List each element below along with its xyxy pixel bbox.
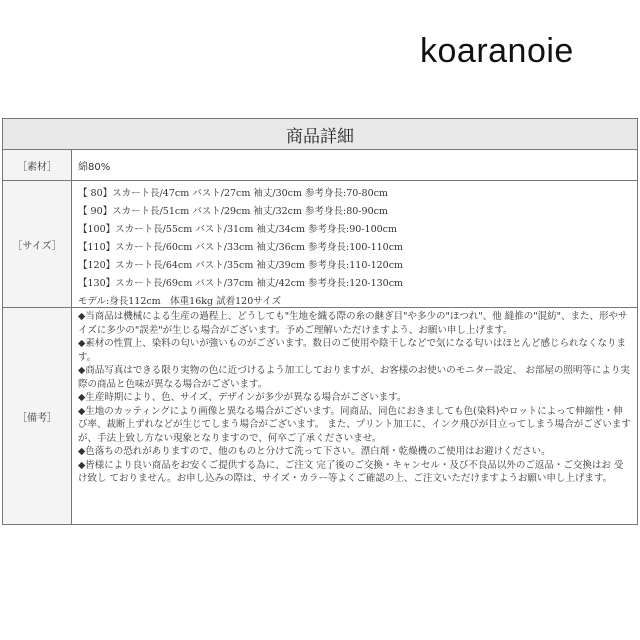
size-line: 【110】スカート長/60cm バスト/33cm 袖丈/36cm 参考身長:100-110cm (78, 242, 404, 253)
model-info: モデル:身長112cm 体重16kg 試着120サイズ (78, 296, 282, 307)
brand-logo-text: koaranoie (420, 32, 574, 70)
note-line: ◆当商品は機械による生産の過程上、どうしても"生地を織る際の糸の継ぎ目"や多少の"ほつれ"、他 縫推の"混紡"、また、形やサイズに多少の"誤差"が生じる場合がございます。予めご理解いただけますよう、お願い申し上げます。 (78, 311, 628, 336)
notes-values (72, 308, 637, 524)
size-line: 【 90】スカート長/51cm バスト/29cm 袖丈/32cm 参考身長:80-90cm (78, 206, 388, 217)
material-label: ［素材］ (3, 150, 72, 180)
note-line: ◆商品写真はできる限り実物の色に近づけるよう加工しておりますが、お客様のお使いのモニター設定、 お部屋の照明等により実際の商品と色味が異なる場合がございます。 (78, 365, 630, 390)
product-details-table (2, 118, 638, 525)
note-line: ◆皆様により良い商品をお安くご提供する為に、ご注文 完了後のご交換・キャンセル・及び不良品以外のご返品・ご交換はお 受け致し ておりません。お申し込みの際は、サイズ・カラー等よくご確認の上、ご注文いただけますようお願い申し上げます。 (78, 459, 624, 484)
material-value: 綿80% (78, 161, 111, 173)
note-line: ◆色落ちの恐れがありますので、他のものと分けて洗って下さい。漂白剤・乾燥機のご使用はお避けください。 (78, 446, 551, 457)
size-line: 【130】スカート長/69cm バスト/37cm 袖丈/42cm 参考身長:120-130cm (78, 278, 404, 289)
material-row (3, 150, 637, 181)
note-line: ◆生産時期により、色、サイズ、デザインが多少が異なる場合がございます。 (78, 392, 407, 403)
note-line: ◆素材の性質上、染料の匂いが強いものがございます。数日のご使用や陰干しなどで気になる匂いはほとんど感じられなくなります。 (78, 338, 627, 363)
size-values (72, 181, 637, 307)
notes-row (3, 308, 637, 524)
size-label: ［サイズ］ (3, 181, 72, 307)
size-line: 【 80】スカート長/47cm バスト/27cm 袖丈/30cm 参考身長:70-80cm (78, 188, 388, 199)
size-line: 【100】スカート長/55cm バスト/31cm 袖丈/34cm 参考身長:90-100cm (78, 224, 398, 235)
notes-label: ［備考］ (3, 308, 72, 524)
table-title: 商品詳細 (3, 119, 637, 150)
size-line: 【120】スカート長/64cm バスト/35cm 袖丈/39cm 参考身長:110-120cm (78, 260, 404, 271)
size-row (3, 181, 637, 308)
note-line: ◆生地のカッティングにより画像と異なる場合がございます。同商品、同色におきましても色(染料)やロットによって伸縮性・伸び率、裁断上ずれなどが生じてしまう場合がございます。 また、プリント加工に、インク飛びが目立ってしまう場合がございますが、手法上致し方ない現象となりますので、何卒ご了承くださいませ。 (78, 405, 631, 444)
